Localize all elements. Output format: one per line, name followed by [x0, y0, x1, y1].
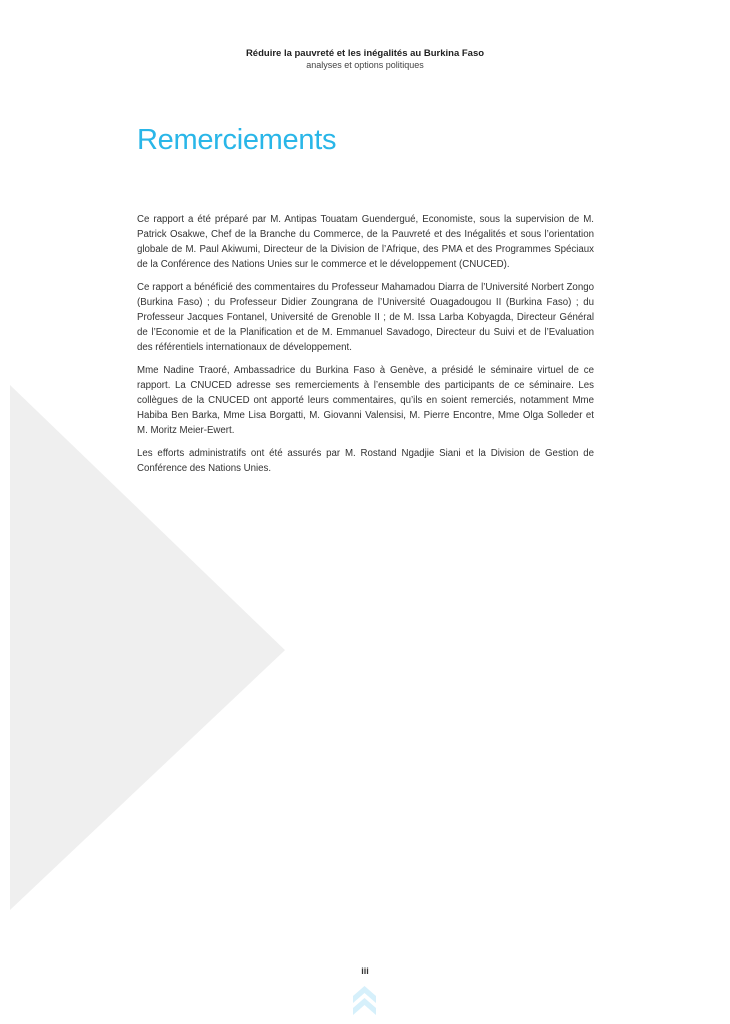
chevron-up-icon[interactable]	[353, 986, 376, 1016]
running-header-title: Réduire la pauvreté et les inégalités au Burkina Faso	[245, 48, 485, 59]
paragraph: Mme Nadine Traoré, Ambassadrice du Burkina Faso à Genève, a présidé le séminaire virtuel de ce rapport. La CNUCED adresse ses remerciements à l’ensemble des participants de ce séminaire. Les collègues de la CNUCED ont apporté leurs commentaires, qu’ils en soient remerciés, notamment Mme Habiba Ben Barka, Mme Lisa Borgatti, M. Giovanni Valensisi, M. Pierre Encontre, Mme Olga Solleder et M. Moritz Meier-Ewert.	[137, 365, 594, 436]
running-header-subtitle: analyses et options politiques	[306, 60, 424, 70]
paragraph: Les efforts administratifs ont été assurés par M. Rostand Ngadjie Siani et la Division de Gestion de Conférence des Nations Unies.	[137, 448, 594, 474]
page-number: iii	[361, 966, 369, 976]
paragraph: Ce rapport a été préparé par M. Antipas Touatam Guendergué, Economiste, sous la supervision de M. Patrick Osakwe, Chef de la Branche du Commerce, de la Pauvreté et des Inégalités et sous l’orientation globale de M. Paul Akiwumi, Directeur de la Division de l’Afrique, des PMA et des Programmes Spéciaux de la Conférence des Nations Unies sur le commerce et le développement (CNUCED).	[137, 214, 594, 270]
page-title: Remerciements	[137, 124, 337, 156]
running-header	[0, 48, 730, 71]
body-text	[137, 212, 594, 484]
paragraph: Ce rapport a bénéficié des commentaires du Professeur Mahamadou Diarra de l’Université Norbert Zongo (Burkina Faso) ; du Professeur Didier Zoungrana de l’Université Ouagadougou II (Burkina Faso) ; du Professeur Jacques Fontanel, Université de Grenoble II ; de M. Issa Larba Kobyagda, Directeur Général de l’Economie et de la Planification et de M. Emmanuel Savadogo, Directeur du Suivi et de l’Evaluation des référentiels internationaux de développement.	[137, 282, 594, 353]
